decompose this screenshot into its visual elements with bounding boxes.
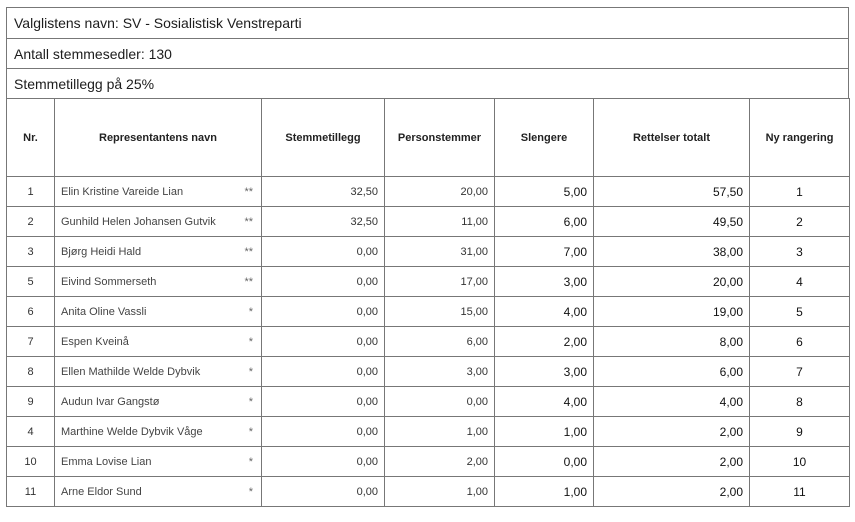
results-table [6,98,850,507]
cell-ny-rangering: 5 [750,297,850,327]
cell-name [55,417,262,447]
candidate-name: Arne Eldor Sund [61,485,142,498]
col-header-ny-rangering: Ny rangering [750,99,850,177]
cell-rettelser-totalt: 2,00 [594,477,750,507]
cell-slengere: 5,00 [495,177,594,207]
candidate-mark: ** [244,185,253,198]
cell-slengere: 1,00 [495,477,594,507]
election-sheet [6,7,849,507]
candidate-name: Elin Kristine Vareide Lian [61,185,184,198]
table-row [7,327,850,357]
cell-ny-rangering: 10 [750,447,850,477]
cell-slengere: 2,00 [495,327,594,357]
cell-slengere: 0,00 [495,447,594,477]
candidate-mark: * [248,305,253,318]
cell-nr: 8 [7,357,55,387]
cell-slengere: 4,00 [495,297,594,327]
col-header-stemmetillegg: Stemmetillegg [262,99,385,177]
cell-name [55,357,262,387]
cell-nr: 4 [7,417,55,447]
cell-stemmetillegg: 0,00 [262,267,385,297]
cell-slengere: 3,00 [495,267,594,297]
cell-rettelser-totalt: 2,00 [594,447,750,477]
table-row [7,237,850,267]
table-row [7,387,850,417]
cell-stemmetillegg: 0,00 [262,327,385,357]
cell-stemmetillegg: 0,00 [262,477,385,507]
candidate-name: Gunhild Helen Johansen Gutvik [61,215,216,228]
cell-slengere: 6,00 [495,207,594,237]
cell-slengere: 3,00 [495,357,594,387]
candidate-mark: ** [244,215,253,228]
table-row [7,177,850,207]
col-header-name: Representantens navn [55,99,262,177]
cell-rettelser-totalt: 8,00 [594,327,750,357]
cell-nr: 2 [7,207,55,237]
cell-ny-rangering: 11 [750,477,850,507]
cell-name [55,297,262,327]
cell-ny-rangering: 3 [750,237,850,267]
cell-slengere: 7,00 [495,237,594,267]
col-header-rettelser-totalt: Rettelser totalt [594,99,750,177]
candidate-mark: * [248,365,253,378]
candidate-name: Emma Lovise Lian [61,455,152,468]
candidate-mark: ** [244,245,253,258]
table-row [7,477,850,507]
cell-ny-rangering: 6 [750,327,850,357]
cell-rettelser-totalt: 19,00 [594,297,750,327]
vote-addition-line: Stemmetillegg på 25% [6,68,849,98]
cell-name [55,237,262,267]
col-header-nr: Nr. [7,99,55,177]
cell-personstemmer: 31,00 [385,237,495,267]
cell-slengere: 4,00 [495,387,594,417]
cell-ny-rangering: 2 [750,207,850,237]
ballot-count-line: Antall stemmesedler: 130 [6,38,849,68]
cell-rettelser-totalt: 57,50 [594,177,750,207]
cell-ny-rangering: 9 [750,417,850,447]
col-header-slengere: Slengere [495,99,594,177]
table-row [7,447,850,477]
cell-personstemmer: 0,00 [385,387,495,417]
cell-name [55,267,262,297]
cell-name [55,477,262,507]
cell-personstemmer: 3,00 [385,357,495,387]
cell-stemmetillegg: 0,00 [262,297,385,327]
cell-nr: 5 [7,267,55,297]
cell-nr: 10 [7,447,55,477]
candidate-mark: * [248,335,253,348]
cell-rettelser-totalt: 20,00 [594,267,750,297]
cell-slengere: 1,00 [495,417,594,447]
cell-personstemmer: 11,00 [385,207,495,237]
candidate-mark: * [248,485,253,498]
cell-personstemmer: 2,00 [385,447,495,477]
cell-nr: 9 [7,387,55,417]
cell-personstemmer: 1,00 [385,477,495,507]
candidate-mark: * [248,395,253,408]
cell-stemmetillegg: 32,50 [262,177,385,207]
cell-rettelser-totalt: 49,50 [594,207,750,237]
list-name-line: Valglistens navn: SV - Sosialistisk Venstreparti [6,7,849,38]
candidate-name: Marthine Welde Dybvik Våge [61,425,203,438]
table-header-row [7,99,850,177]
cell-name [55,207,262,237]
cell-ny-rangering: 7 [750,357,850,387]
cell-stemmetillegg: 0,00 [262,237,385,267]
cell-personstemmer: 6,00 [385,327,495,357]
table-row [7,297,850,327]
table-row [7,207,850,237]
candidate-name: Audun Ivar Gangstø [61,395,160,408]
candidate-mark: * [248,425,253,438]
cell-nr: 7 [7,327,55,357]
cell-nr: 11 [7,477,55,507]
cell-nr: 1 [7,177,55,207]
cell-personstemmer: 1,00 [385,417,495,447]
cell-ny-rangering: 1 [750,177,850,207]
cell-name [55,447,262,477]
cell-personstemmer: 20,00 [385,177,495,207]
cell-rettelser-totalt: 6,00 [594,357,750,387]
cell-stemmetillegg: 0,00 [262,387,385,417]
cell-stemmetillegg: 32,50 [262,207,385,237]
cell-stemmetillegg: 0,00 [262,417,385,447]
cell-personstemmer: 15,00 [385,297,495,327]
cell-stemmetillegg: 0,00 [262,357,385,387]
candidate-mark: * [248,455,253,468]
cell-nr: 6 [7,297,55,327]
candidate-name: Espen Kveinå [61,335,129,348]
col-header-personstemmer: Personstemmer [385,99,495,177]
candidate-name: Anita Oline Vassli [61,305,147,318]
candidate-name: Eivind Sommerseth [61,275,157,288]
cell-name [55,177,262,207]
cell-ny-rangering: 8 [750,387,850,417]
cell-nr: 3 [7,237,55,267]
table-row [7,267,850,297]
cell-ny-rangering: 4 [750,267,850,297]
candidate-name: Bjørg Heidi Hald [61,245,142,258]
cell-personstemmer: 17,00 [385,267,495,297]
cell-rettelser-totalt: 4,00 [594,387,750,417]
cell-rettelser-totalt: 2,00 [594,417,750,447]
table-row [7,417,850,447]
cell-stemmetillegg: 0,00 [262,447,385,477]
cell-name [55,327,262,357]
candidate-mark: ** [244,275,253,288]
cell-rettelser-totalt: 38,00 [594,237,750,267]
cell-name [55,387,262,417]
table-row [7,357,850,387]
candidate-name: Ellen Mathilde Welde Dybvik [61,365,201,378]
